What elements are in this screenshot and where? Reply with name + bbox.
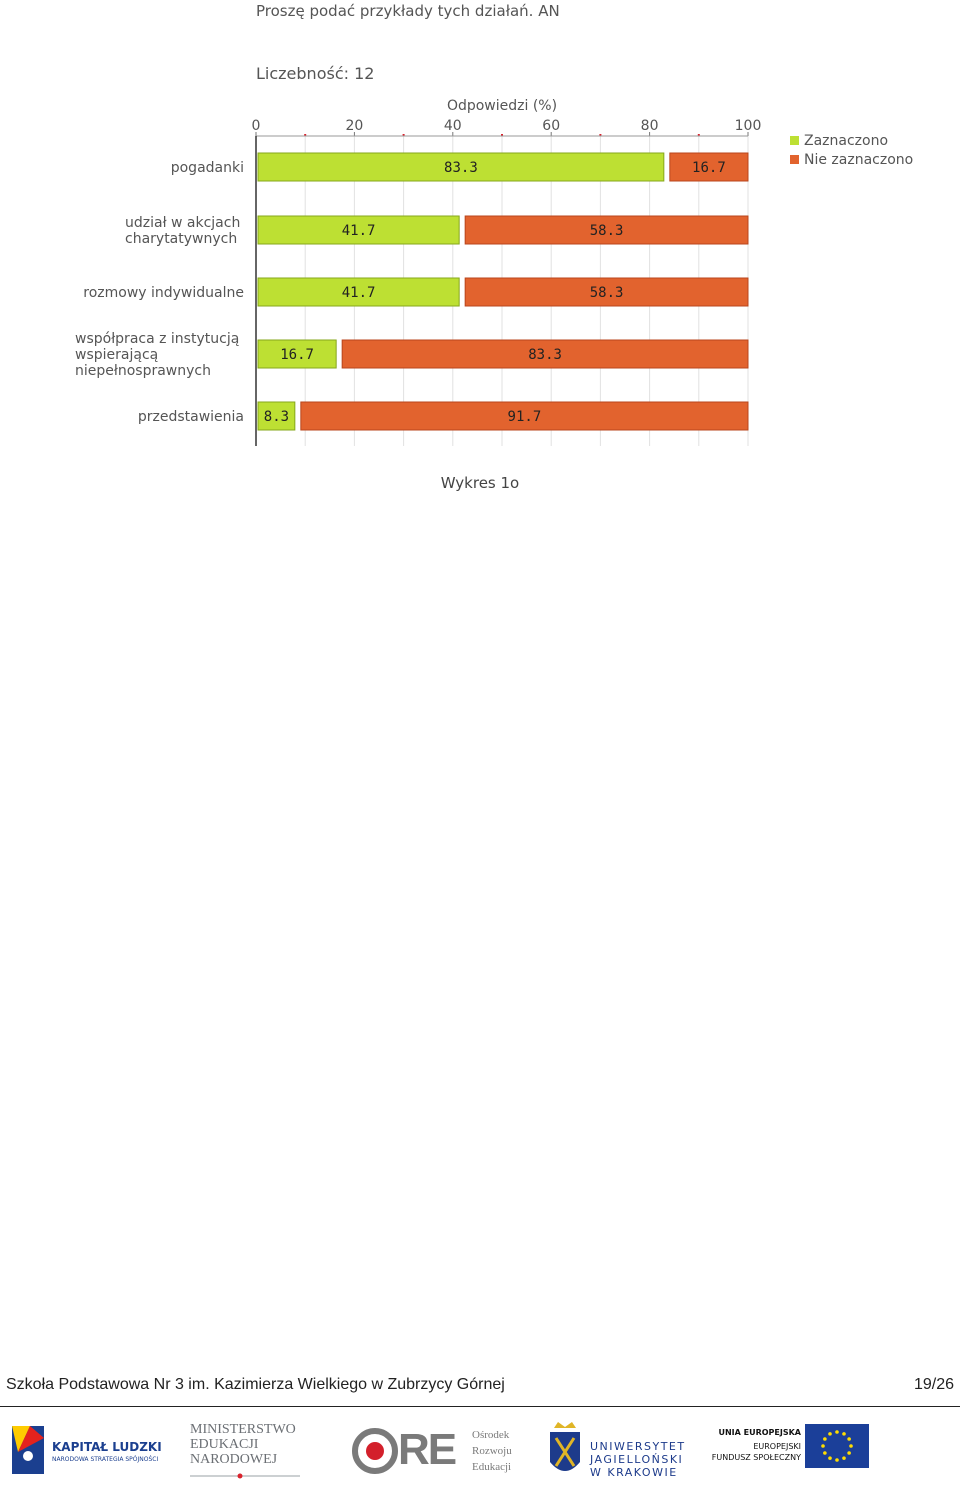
uj-line-3: W KRAKOWIE [590,1466,678,1479]
ore-line-3: Edukacji [472,1461,512,1473]
eu-star-icon [823,1437,827,1441]
category-label: udział w akcjach [125,215,241,231]
eu-star-icon [849,1444,853,1448]
bar-value-label: 16.7 [692,160,726,176]
eu-star-icon [835,1430,839,1434]
eu-flag-icon [805,1424,869,1468]
eu-star-icon [821,1444,825,1448]
uj-crest-icon [548,1422,582,1480]
category-label: wspierającą [75,347,159,363]
ue-line-1: UNIA EUROPEJSKA [718,1428,801,1437]
x-tick-label: 20 [345,118,364,134]
category-label: pogadanki [170,160,244,176]
uj-line-1: UNIWERSYTET [590,1440,686,1453]
x-tick-label: 60 [542,118,561,134]
bar-value-label: 83.3 [444,160,478,176]
men-line-1: MINISTERSTWO [190,1422,296,1437]
ue-line-2: EUROPEJSKI [753,1442,801,1451]
kapital-ludzki-subtitle: NARODOWA STRATEGIA SPÓJNOŚCI [52,1456,159,1463]
category-label: przedstawienia [137,409,244,425]
ue-line-3: FUNDUSZ SPOŁECZNY [711,1453,801,1462]
men-logo [190,1422,320,1480]
eu-star-icon [842,1456,846,1460]
men-line-2: EDUKACJI [190,1437,259,1452]
category-label: rozmowy indywidualne [83,285,244,301]
x-tick-label: 80 [640,118,659,134]
bar-value-label: 16.7 [280,347,314,363]
uj-logo [548,1422,688,1482]
uj-line-2: JAGIELLOŃSKI [590,1453,684,1466]
x-tick-label: 0 [251,118,261,134]
chart-caption: Wykres 1o [440,474,520,492]
bar-chart [0,0,960,500]
ore-mark: RE [398,1425,456,1474]
bar-value-label: 41.7 [341,285,376,301]
ue-logo [705,1424,870,1474]
eu-star-icon [835,1458,839,1462]
ore-logo [352,1424,532,1478]
bar-value-label: 91.7 [507,409,542,425]
eu-star-icon [828,1456,832,1460]
bar-value-label: 8.3 [263,409,290,425]
eu-star-icon [847,1437,851,1441]
x-tick-label: 100 [734,118,762,134]
legend-swatch [790,136,799,145]
chart-subtitle: Liczebność: 12 [256,64,375,83]
sponsor-logos [0,1418,960,1484]
legend-label: Nie zaznaczono [804,152,914,168]
men-line-3: NARODOWEJ [190,1452,278,1467]
category-label: współpraca z instytucją [75,331,240,347]
ore-line-2: Rozwoju [472,1445,512,1457]
bar-value-label: 83.3 [528,347,562,363]
footer-page-number: 19/26 [913,1376,954,1393]
ore-emblem-icon [352,1428,398,1474]
eu-star-icon [823,1451,827,1455]
kapital-ludzki-title: KAPITAŁ LUDZKI [52,1440,162,1454]
footer-school-name: Szkoła Podstawowa Nr 3 im. Kazimierza Wielkiego w Zubrzycy Górnej [6,1376,505,1393]
kapital-ludzki-logo [10,1422,170,1478]
eu-star-icon [842,1432,846,1436]
ore-line-1: Ośrodek [472,1429,510,1441]
x-tick-label: 40 [443,118,462,134]
kapital-ludzki-emblem-icon [10,1424,46,1476]
eu-star-icon [828,1432,832,1436]
men-underline-icon [190,1472,300,1480]
bar-value-label: 58.3 [589,223,624,239]
chart-title: Proszę podać przykłady tych działań. AN [256,2,560,20]
bar-value-label: 58.3 [589,285,624,301]
footer-divider [0,1406,960,1407]
legend-swatch [790,155,799,164]
eu-star-icon [847,1451,851,1455]
bar-value-label: 41.7 [341,223,376,239]
page-footer [6,1376,954,1394]
category-label: niepełnosprawnych [75,363,211,379]
x-axis-label: Odpowiedzi (%) [446,98,558,114]
legend-label: Zaznaczono [804,133,889,149]
category-label: charytatywnych [125,231,238,247]
